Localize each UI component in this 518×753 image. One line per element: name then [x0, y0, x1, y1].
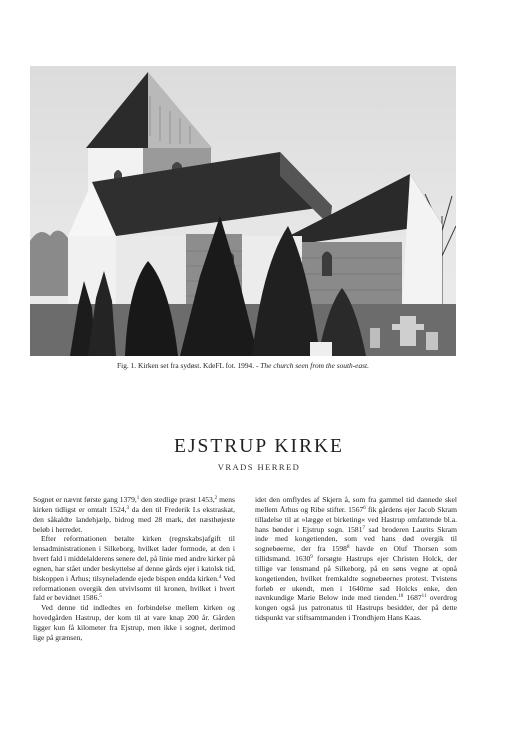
caption-english: The church seen from the south-east. [260, 361, 369, 370]
text-run: sad broderen Laurits Skram inde med kongetienden, som ved hans død overgik til sognebøerne, der fra 1598 [255, 524, 457, 554]
footnote-ref: 3 [126, 505, 130, 511]
text-run: overdrog kongen også jus patronatus til Hastrups besidder, der på dette tidspunkt var stiftsamtmanden i Trondhjem Hans Kaas. [255, 593, 458, 623]
text-run: 1687 [403, 593, 422, 603]
church-photo-image [30, 66, 456, 356]
text-run: da den til Frederik I.s ekstraskat, den såkaldte landehjælp, bidrog med 28 mark, det næsthøjeste beløb i herredet. [33, 504, 235, 534]
text-run: havde en Oluf Thorsen som tillidsmand. 1630 [255, 544, 457, 564]
text-run: Sognet er nævnt første gang 1379, [33, 495, 137, 504]
footnote-ref: 10 [398, 594, 404, 600]
church-photograph [30, 66, 456, 356]
footnote-ref: 9 [310, 555, 313, 561]
page-subtitle: VRADS HERRED [217, 462, 301, 472]
text-run: mens kirken tidligst er omtalt 1524, [33, 495, 235, 514]
caption-danish: Fig. 1. Kirken set fra sydøst. KdeFL fot. 1994. - [117, 361, 259, 370]
paragraph [33, 534, 235, 603]
footnote-ref: 6 [363, 505, 366, 511]
figure-caption [30, 361, 456, 371]
page-title: EJSTRUP KIRKE [174, 436, 344, 457]
text-run: forsøgte Hastrups ejer Christen Holck, der tillige var lensmand på Silkeborg, på en søns vegne at opnå kongetienden, hvilket fremkaldte sognebøernes protest. Tvistens forløb er ukendt, men i 1640rne sad Holcks enke, den navnkundige Marie Below inde med tienden. [255, 554, 457, 603]
text-run: den stedlige præst 1453, [139, 495, 215, 504]
paragraph [33, 603, 235, 642]
text-run: Ved reformationen overgik den utvivlsomt til kronen, hvilket i hvert fald er bevidnet 1586. [33, 573, 235, 603]
footnote-ref: 5 [99, 594, 102, 600]
footnote-ref: 7 [362, 525, 365, 531]
paragraph [33, 495, 235, 534]
paragraph [255, 495, 457, 623]
text-column-left [33, 495, 235, 643]
text-run: Ved denne tid indledtes en forbindelse mellem kirken og hovedgården Hastrup, der kom til at vare knap 200 år. Gården ligger kun få kilometer fra Ejstrup, men ikke i sognet, derimod lige på grænsen, [33, 603, 235, 642]
footnote-ref: 2 [214, 496, 218, 501]
footnote-ref: 1 [136, 496, 140, 501]
text-run: idet den omflydes af Skjern å, som fra gammel tid dannede skel mellem Århus og Ribe stifter. 1567 [255, 495, 457, 514]
footnote-ref: 4 [218, 574, 222, 580]
footnote-ref: 11 [421, 594, 427, 600]
footnote-ref: 8 [346, 545, 350, 551]
text-run: fik gårdens ejer Jacob Skram tilladelse til at »lægge et birketing« ved Hastrup omfattende bl.a. hans bønder i Ejstrup sogn. 1581 [255, 504, 457, 534]
text-column-right [255, 495, 457, 623]
text-run: Efter reformationen betalte kirken (regnskabs)afgift til lensadministrationen i Silkeborg, hvilket lader formode, at den i hvert fald i middelalderens senere del, på linie med andre kirker på egnen, har stået under beskyttelse af denne gårds ejer i katolsk tid, biskoppen i Århus; tilsyneladende ejede bispen endda kirken. [33, 534, 236, 583]
